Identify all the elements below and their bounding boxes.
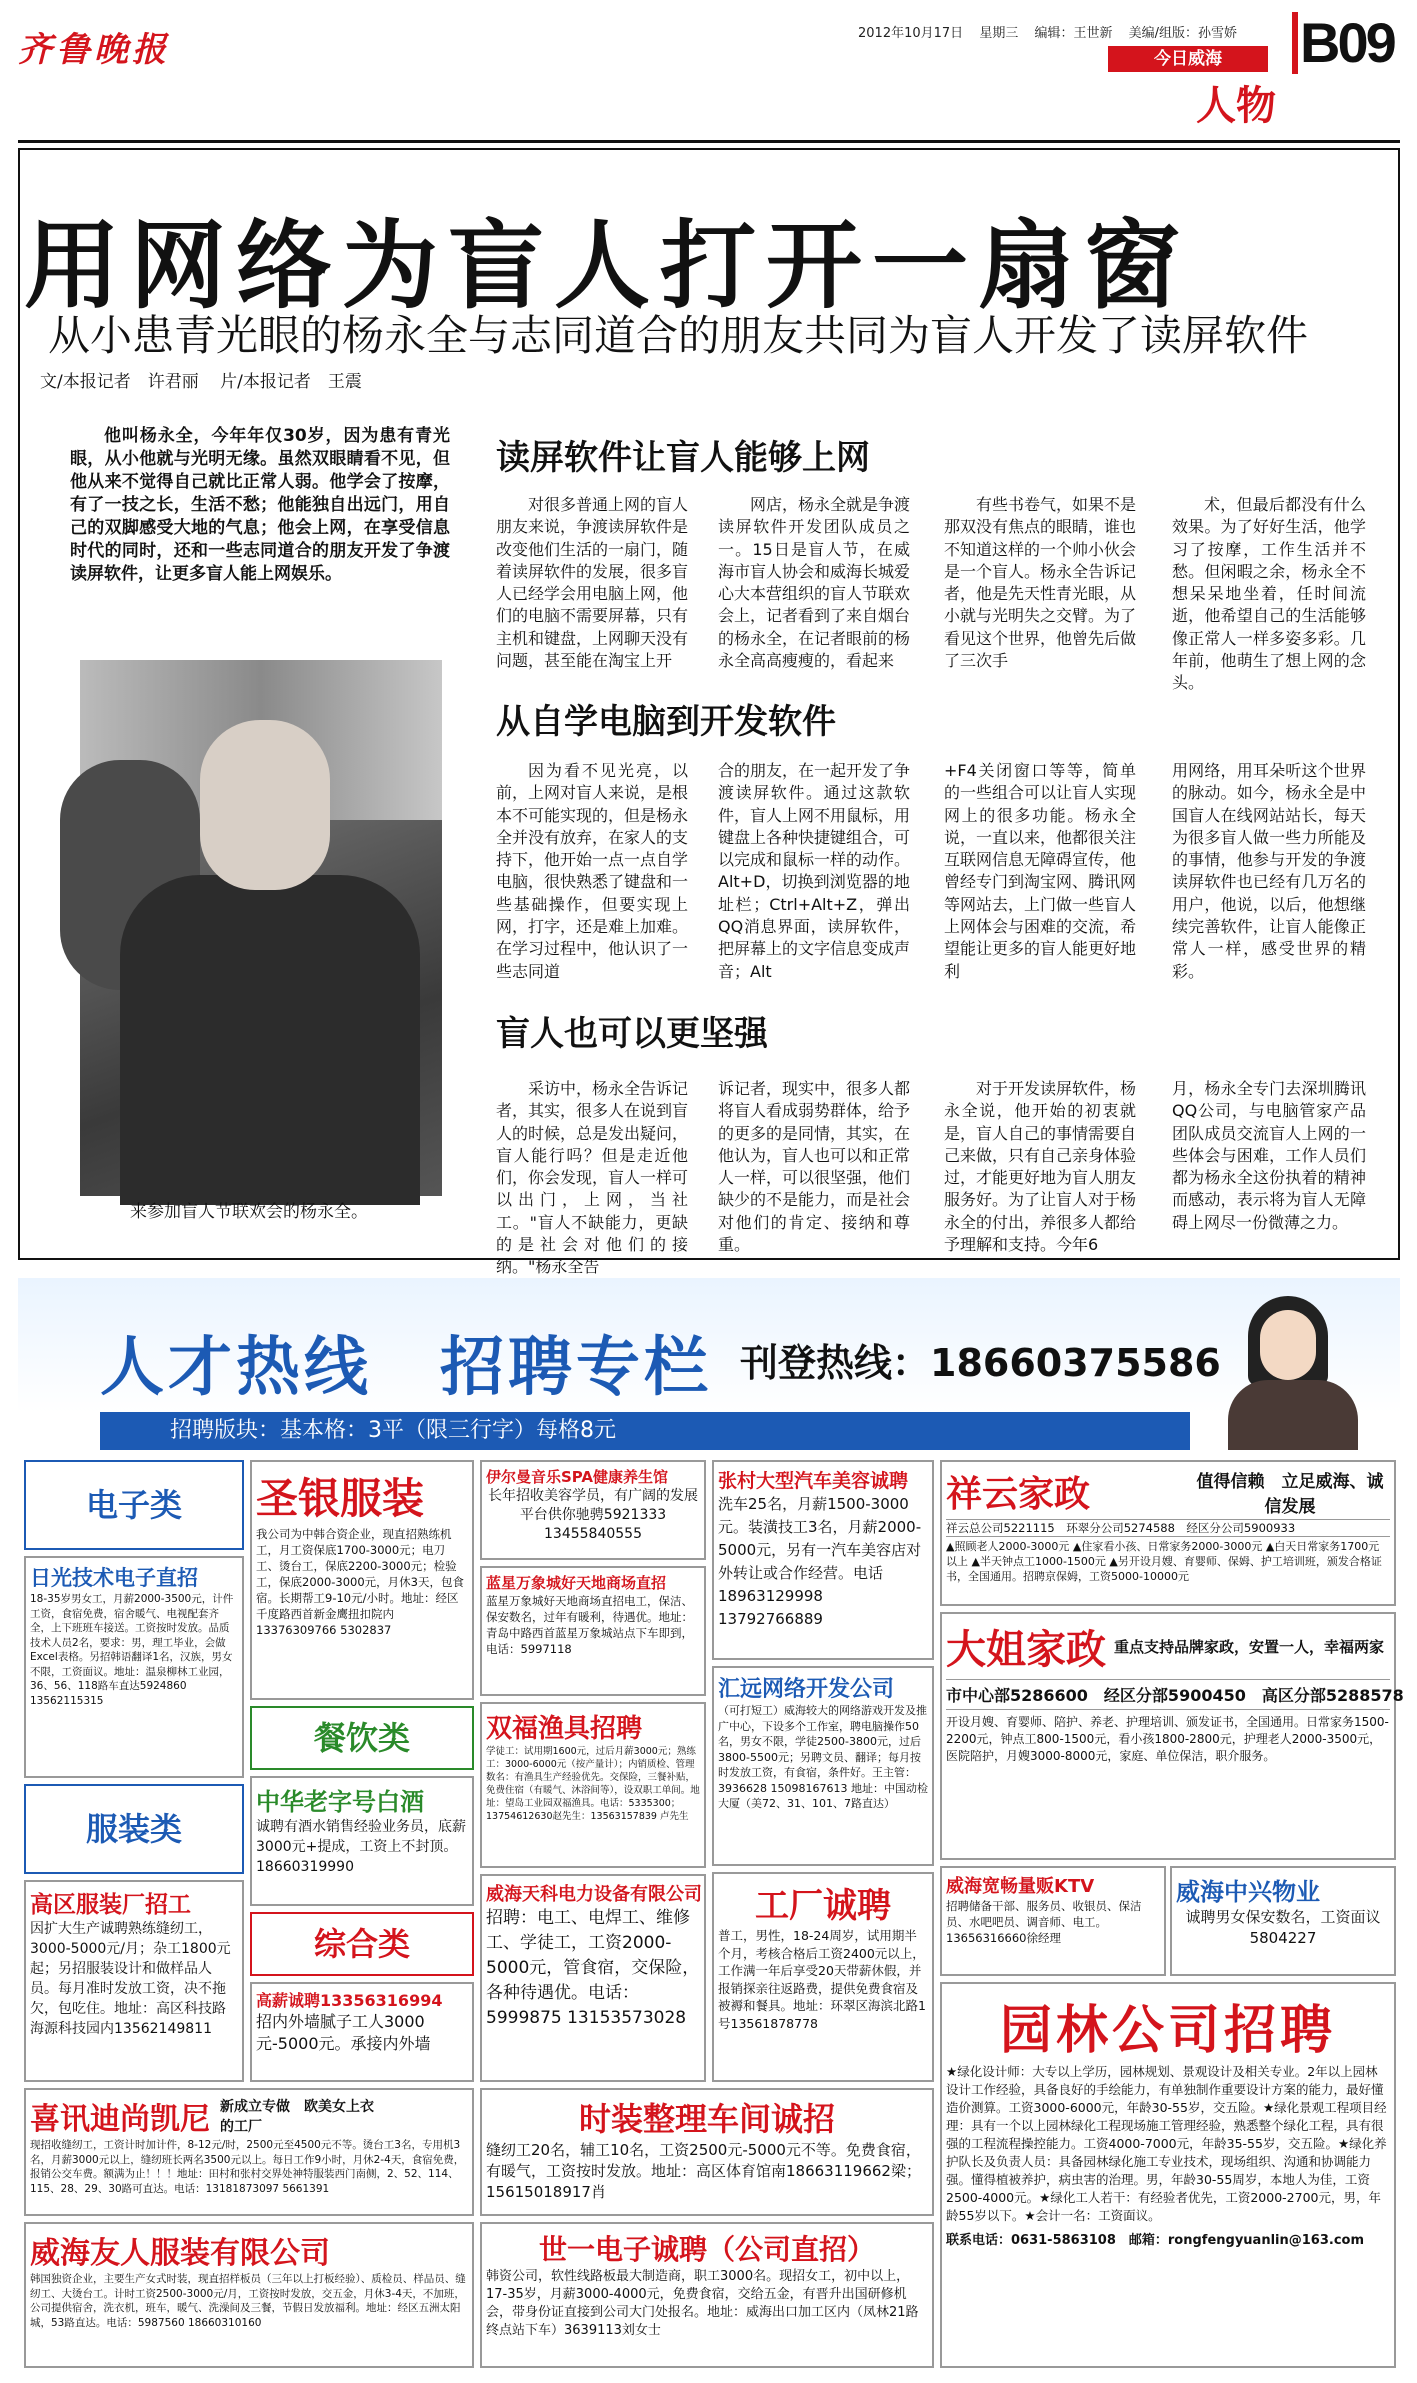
- ad-title: 蓝星万象城好天地商场直招: [486, 1574, 667, 1592]
- ad-youren: [24, 2222, 474, 2368]
- region-label: 今日威海: [1108, 46, 1268, 72]
- article-column: 对很多普通上网的盲人朋友来说，争渡读屏软件是改变他们生活的一扇门，随着读屏软件的发展，很多盲人已经学会用电脑上网，他们的电脑不需要屏幕，只有主机和键盘，上网聊天没有问题，甚至能在淘宝上开: [496, 495, 689, 671]
- ad-title: 威海友人服装有限公司: [30, 2236, 330, 2271]
- issue-designer: 美编/组版：孙雪娇: [1128, 26, 1238, 41]
- ad-body: 招聘储备干部、服务员、收银员、保洁员、水吧吧员、调音师、电工。13656316660徐经理: [946, 1899, 1142, 1945]
- ad-body: 因扩大生产诚聘熟练缝纫工，3000-5000元/月；杂工1800元起；另招服装设计和做样品人员。每月准时发放工资，决不拖欠，包吃住。地址：高区科技路海源科技园内13562149811: [30, 1921, 231, 2037]
- ad-weihaitianke: [480, 1874, 706, 2082]
- ad-title: 张村大型汽车美容诚聘: [718, 1470, 909, 1492]
- receptionist-illustration: [1200, 1290, 1390, 1450]
- ad-zhonghua: [250, 1776, 474, 1906]
- issue-meta: [858, 22, 1249, 41]
- ad-title: 中华老字号白酒: [256, 1788, 424, 1816]
- article-column: 用网络，用耳朵听这个世界的脉动。如今，杨永全是中国盲人在线网站站长，每天为很多盲人做一些力所能及的事情，他参与开发的争渡读屏软件也已经有几万名的用户，他说，以后，他想继续完善软件，让盲人能像正常人一样，感受世界的精彩。: [1172, 761, 1366, 981]
- ad-title: 世一电子诚聘（公司直招）: [538, 2233, 875, 2266]
- subheadline: 从小患青光眼的杨永全与志同道合的朋友共同为盲人开发了读屏软件: [48, 311, 1309, 360]
- section-title: 从自学电脑到开发软件: [496, 702, 836, 742]
- ad-body: 我公司为中韩合资企业，现直招熟练机工，月工资保底1700-3000元；电刀工、烫台工，保底2200-3000元；检验工，保底2000-3000元，月休3天，包食宿。长期帮工9-10元/小时。地址：经区千度路西首新金鹰扭扣院内13376309766 5302837: [256, 1527, 464, 1637]
- ad-title: 时装整理车间诚招: [578, 2100, 835, 2138]
- ad-body: 诚聘男女保安数名，工资面议 5804227: [1185, 1908, 1381, 1947]
- rate-bar: 招聘版块：基本格：3平（限三行字）每格8元: [100, 1412, 1190, 1450]
- byline-writer: 文/本报记者 许君丽: [40, 372, 199, 392]
- top-rule: [18, 140, 1400, 143]
- lead-paragraph: 他叫杨永全，今年年仅30岁，因为患有青光眼，从小他就与光明无缘。虽然双眼睛看不见，但他从来不觉得自己就比正常人弱。他学会了按摩，有了一技之长，生活不愁；他能独自出远门，用自己的双脚感受大地的气息；他会上网，在享受信息时代的同时，还和一些志同道合的朋友开发了争渡读屏软件，让更多盲人能上网娱乐。: [70, 426, 450, 584]
- ad-zhangcun: [712, 1460, 934, 1660]
- ad-slogan: 新成立专做 欧美女上衣的工厂: [220, 2099, 374, 2135]
- article-column: 月，杨永全专门去深圳腾讯QQ公司，与电脑管家产品团队成员交流盲人上网的一些体会与困难，工作人员们都为杨永全这份执着的精神而感动，表示将为盲人无障碍上网尽一份微薄之力。: [1172, 1079, 1366, 1232]
- recruitment-hotline: 刊登热线：18660375586: [740, 1341, 1221, 1385]
- ad-body: 韩国独资企业，主要生产女式时装，现直招样板员（三年以上打板经验）、质检员、样品员、缝纫工、大烫台工。计时工资2500-3000元/月，工资按时发放，交五金，月休3-4天，不加班，公司提供宿舍，洗衣机，班车，暖气、洗澡间及三餐，节假日发放福利。地址：经区五洲太阳城，53路直达。电话：5987560 18660310160: [30, 2273, 466, 2329]
- ad-body: 普工，男性，18-24周岁，试用期半个月，考核合格后工资2400元以上，工作满一年后享受20天带薪休假，并报销探亲往返路费，提供免费食宿及被褥和餐具。地址：环翠区海滨北路1号13561878778: [718, 1928, 926, 2031]
- ad-shiyi: [480, 2222, 934, 2368]
- article-column: +F4关闭窗口等等，简单的一些组合可以让盲人实现网上的很多功能。杨永全说，一直以来，他都很关注互联网信息无障碍宣传，他曾经专门到淘宝网、腾讯网等网站去，上门做一些盲人上网体会与困难的交流，希望能让更多的盲人能更好地利: [944, 761, 1137, 981]
- article-column: 对于开发读屏软件，杨永全说，他开始的初衷就是，盲人自己的事情需要自己来做，只有自己亲身体验过，才能更好地为盲人朋友服务好。为了让盲人对于杨永全的付出，养很多人都给予理解和支持。今年6: [944, 1079, 1137, 1255]
- ad-title: 园林公司招聘: [999, 2001, 1336, 2061]
- ad-title: 喜讯迪尚凯尼: [30, 2102, 210, 2137]
- ad-landi: [480, 1566, 706, 1696]
- ad-title: 威海天科电力设备有限公司: [486, 1884, 702, 1905]
- ad-slogan: 重点支持品牌家政，安置一人，幸福两家: [1114, 1638, 1385, 1656]
- ad-yierman: [480, 1460, 706, 1560]
- category-clothing: 服装类: [24, 1784, 244, 1874]
- ad-huiyuan: [712, 1666, 934, 1866]
- ad-body: 洗车25名，月薪1500-3000元。装潢技工3名，月薪2000-5000元，另有一汽车美容店对外转让或合作经营。电话18963129998 13792766889: [718, 1495, 922, 1628]
- ad-body: 诚聘有酒水销售经验业务员，底薪3000元+提成，工资上不封顶。18660319990: [256, 1819, 466, 1875]
- ad-body: 蓝星万象城好天地商场直招电工，保洁、保安数名，过年有暖利，待遇优。地址：青岛中路西首蓝星万象城站点下车即到，电话：5997118: [486, 1594, 693, 1656]
- ad-shizhuang: [480, 2088, 934, 2216]
- ad-branches: 祥云总公司5221115 环翠分公司5274588 经区分公司5900933: [946, 1519, 1390, 1537]
- ad-title: 大姐家政: [946, 1627, 1106, 1673]
- ad-body: （可打短工）威海较大的网络游戏开发及推广中心，下设多个工作室，聘电脑操作50名，男女不限，学徒2500-3800元，过后3800-5500元；另聘文员、翻译；每月按时发放工资，有食宿，条件好。王主管：3936628 15098167613 地址：中国动检大厦（美72、31、101、7路直达）: [718, 1704, 928, 1810]
- ad-body: 学徒工：试用期1600元，过后月薪3000元；熟练工：3000-6000元（按产量计）；内销质检、管理数名：有渔具生产经验优先。交保险，三餐补贴，免费住宿（有暖气、沐浴间等），设双职工单间。地址：望岛工业园双福渔具。电话：5335300；13754612630赵先生：13563157839 卢先生: [486, 1746, 700, 1822]
- ad-body: 招内外墙腻子工人3000元-5000元。承接内外墙: [256, 2012, 431, 2053]
- ad-title: 汇远网络开发公司: [718, 1677, 895, 1702]
- ad-gaoxin: [250, 1982, 474, 2082]
- ad-title: 威海宽畅量贩KTV: [946, 1876, 1095, 1897]
- issue-date: 2012年10月17日: [858, 26, 964, 41]
- ad-body: 招聘：电工、电焊工、维修工、学徒工，工资2000-5000元，管食宿，交保险，各种待遇优。电话：5999875 13153573028: [486, 1908, 700, 2028]
- ad-title: 高薪诚聘13356316994: [256, 1991, 443, 2010]
- ad-title: 双福渔具招聘: [486, 1714, 643, 1744]
- ad-body: 长年招收美容学员，有广阔的发展平台供你驰骋5921333 13455840555: [488, 1488, 698, 1542]
- byline: [40, 367, 378, 392]
- photo-caption: 来参加盲人节联欢会的杨永全。: [130, 1202, 368, 1222]
- article-column: 采访中，杨永全告诉记者，其实，很多人在说到盲人的时候，总是发出疑问，盲人能行吗？但是走近他们，你会发现，盲人一样可以出门，上网，当社工。"盲人不缺能力，更缺的是社会对他们的接纳。"杨永全告: [496, 1079, 689, 1277]
- ad-zhongxing: [1170, 1866, 1396, 1976]
- headline: 用网络为盲人打开一扇窗: [24, 210, 1190, 322]
- ad-title: 高区服装厂招工: [30, 1892, 191, 1918]
- issue-weekday: 星期三: [979, 26, 1019, 41]
- ad-gongchang: [712, 1872, 934, 2082]
- article-column: 诉记者，现实中，很多人都将盲人看成弱势群体，给予的更多的是同情，其实，在他认为，盲人也可以和正常人一样，可以很坚强，他们缺少的不是能力，而是社会对他们的肯定、接纳和尊重。: [718, 1079, 911, 1255]
- portrait-photo: [80, 660, 442, 1196]
- article-column: 因为看不见光亮，以前，上网对盲人来说，是根本不可能实现的，但是杨永全并没有放弃，在家人的支持下，他开始一点一点自学电脑，很快熟悉了键盘和一些基础操作，但要实现上网，打字，还是难上加难。在学习过程中，他认识了一些志同道: [496, 761, 689, 981]
- ad-title: 威海中兴物业: [1176, 1878, 1320, 1906]
- page-number: B09: [1300, 10, 1400, 100]
- ad-shengyin: [250, 1460, 474, 1700]
- masthead: [0, 0, 1417, 140]
- article-column: 网店，杨永全就是争渡读屏软件开发团队成员之一。15日是盲人节，在威海市盲人协会和威海长城爱心大本营组织的盲人节联欢会上，记者看到了来自烟台的杨永全，在记者眼前的杨永全高高瘦瘦的，看起来: [718, 495, 911, 671]
- ad-body: 韩资公司，软性线路板最大制造商，职工3000名。现招女工，初中以上，17-35岁，月薪3000-4000元，免费食宿，交给五金，有晋升出国研修机会，带身份证直接到公司大门处报名。地址：威海出口加工区内（凤林21路终点站下车）3639113刘女士: [486, 2269, 919, 2338]
- article-column: 有些书卷气，如果不是那双没有焦点的眼睛，谁也不知道这样的一个帅小伙会是一个盲人。杨永全告诉记者，他是先天性青光眼，从小就与光明失之交臂。为了看见这个世界，他曾先后做了三次手: [944, 495, 1137, 671]
- ad-rixing: [24, 1556, 244, 1778]
- ad-slogan: 值得信赖 立足威海、诚信发展: [1196, 1471, 1384, 1517]
- ad-gaoqu: [24, 1880, 244, 2082]
- byline-photo: 片/本报记者 王震: [220, 372, 362, 392]
- ad-title: 工厂诚聘: [755, 1886, 891, 1926]
- ad-body: 现招收缝纫工，工资计时加计件，8-12元/时，2500元至4500元不等。烫台工3名，专用机3名，月薪3000元以上，缝纫班长两名3500元以上。每日工作9小时，月休2-4天，食宿免费，报销公交车费。额满为止！！！地址：田村和张村交界处神特服装西门南侧，2、52、114、115、28、29、30路可直达。电话：13181873097 5661391: [30, 2139, 465, 2195]
- ad-yuanlin: [940, 1982, 1396, 2368]
- section-title: 读屏软件让盲人能够上网: [496, 438, 870, 478]
- ad-title: 祥云家政: [946, 1474, 1091, 1515]
- issue-editor: 编辑：王世新: [1034, 26, 1113, 41]
- ad-title: 伊尔曼音乐SPA健康养生馆: [486, 1468, 669, 1486]
- ad-title: 日光技术电子直招: [30, 1566, 198, 1590]
- article-column: 合的朋友，在一起开发了争渡读屏软件。通过这款软件，盲人上网不用鼠标，用键盘上各种快捷键组合，可以完成和鼠标一样的动作。Alt+D，切换到浏览器的地址栏；Ctrl+Alt+Z，弹出QQ消息界面，读屏软件，把屏幕上的文字信息变成声音；Alt: [718, 761, 911, 981]
- newspaper-logo: 齐鲁晚报: [18, 30, 170, 70]
- ad-title: 圣银服装: [256, 1474, 425, 1523]
- recruitment-title: 人才热线 招聘专栏: [100, 1331, 712, 1405]
- ad-body: ▲照顾老人2000-3000元 ▲住家看小孩、日常家务2000-3000元 ▲白天日常家务1700元以上 ▲半天钟点工1000-1500元 ▲另开设月嫂、育婴师、保姆、护工培训班，颁发合格证书，全国通用。招聘京保姆，工资5000-10000元: [946, 1540, 1382, 1583]
- category-food: 餐饮类: [250, 1706, 474, 1770]
- ad-dajie: [940, 1612, 1404, 1860]
- ad-xiangyun: [940, 1460, 1396, 1606]
- section-name: 人物: [1196, 82, 1276, 129]
- category-electronics: 电子类: [24, 1460, 244, 1550]
- ad-shuangfu: [480, 1702, 706, 1868]
- ad-body: 开设月嫂、育婴师、陪护、养老、护理培训、颁发证书，全国通用。日常家务1500-2200元，钟点工800-1500元，看小孩1800-2800元，护理老人2000-3500元，医院陪护，月嫂3000-8000元，家庭、单位保洁，职介服务。: [946, 1715, 1389, 1763]
- ad-branches: 市中心部5286600 经区分部5900450 高区分部5288578: [946, 1679, 1390, 1710]
- article-column: 术，但最后都没有什么效果。为了好好生活，他学习了按摩，工作生活并不愁。但闲暇之余，杨永全不想呆呆地坐着，任时间流逝，他希望自己的生活能够像正常人一样多姿多彩。几年前，他萌生了想上网的念头。: [1172, 495, 1366, 693]
- ad-body: ★绿化设计师：大专以上学历，园林规划、景观设计及相关专业。2年以上园林设计工作经验，具备良好的手绘能力，有单独制作重要设计方案的能力，最好懂造价测算。工资3000-6000元，年龄30-55岁，交五险。★绿化景观工程项目经理：具有一个以上园林绿化工程现场施工管理经验，熟悉整个绿化工程，具有很强的工程流程操控能力。工资4000-7000元，年龄35-55岁，交五险。★绿化养护队长及负责人员：具备园林绿化施工专业技术，现场组织、沟通和协调能力强。懂得植被养护，病虫害的治理。男，年龄30-55周岁，本地人为佳，工资2500-4000元。★绿化工人若干：有经验者优先，工资2000-2700元，男，年龄55岁以下。★会计一名：工资面议。: [946, 2064, 1387, 2223]
- section-title: 盲人也可以更坚强: [496, 1014, 768, 1054]
- ad-body: 缝纫工20名，辅工10名，工资2500元-5000元不等。免费食宿，有暖气，工资按时发放。地址：高区体育馆南18663119662梁；15615018917肖: [486, 2141, 921, 2201]
- ad-kuanchang: [940, 1866, 1166, 1976]
- ad-body: 18-35岁男女工，月薪2000-3500元，计件工资，食宿免费，宿舍暖气、电视配套齐全，上下班班车接送。工资按时发放。品质技术人员2名，要求：男，理工毕业，会做Excel表格。另招韩语翻译1名，汉族，男女不限，工资面议。地址：温泉柳林工业园，36、56、118路车直达5924860 13562115315: [30, 1593, 234, 1707]
- category-general: 综合类: [250, 1912, 474, 1976]
- ad-contact: 联系电话：0631-5863108 邮箱：rongfengyuanlin@163.com: [946, 2233, 1365, 2248]
- ad-xixun: [24, 2088, 474, 2216]
